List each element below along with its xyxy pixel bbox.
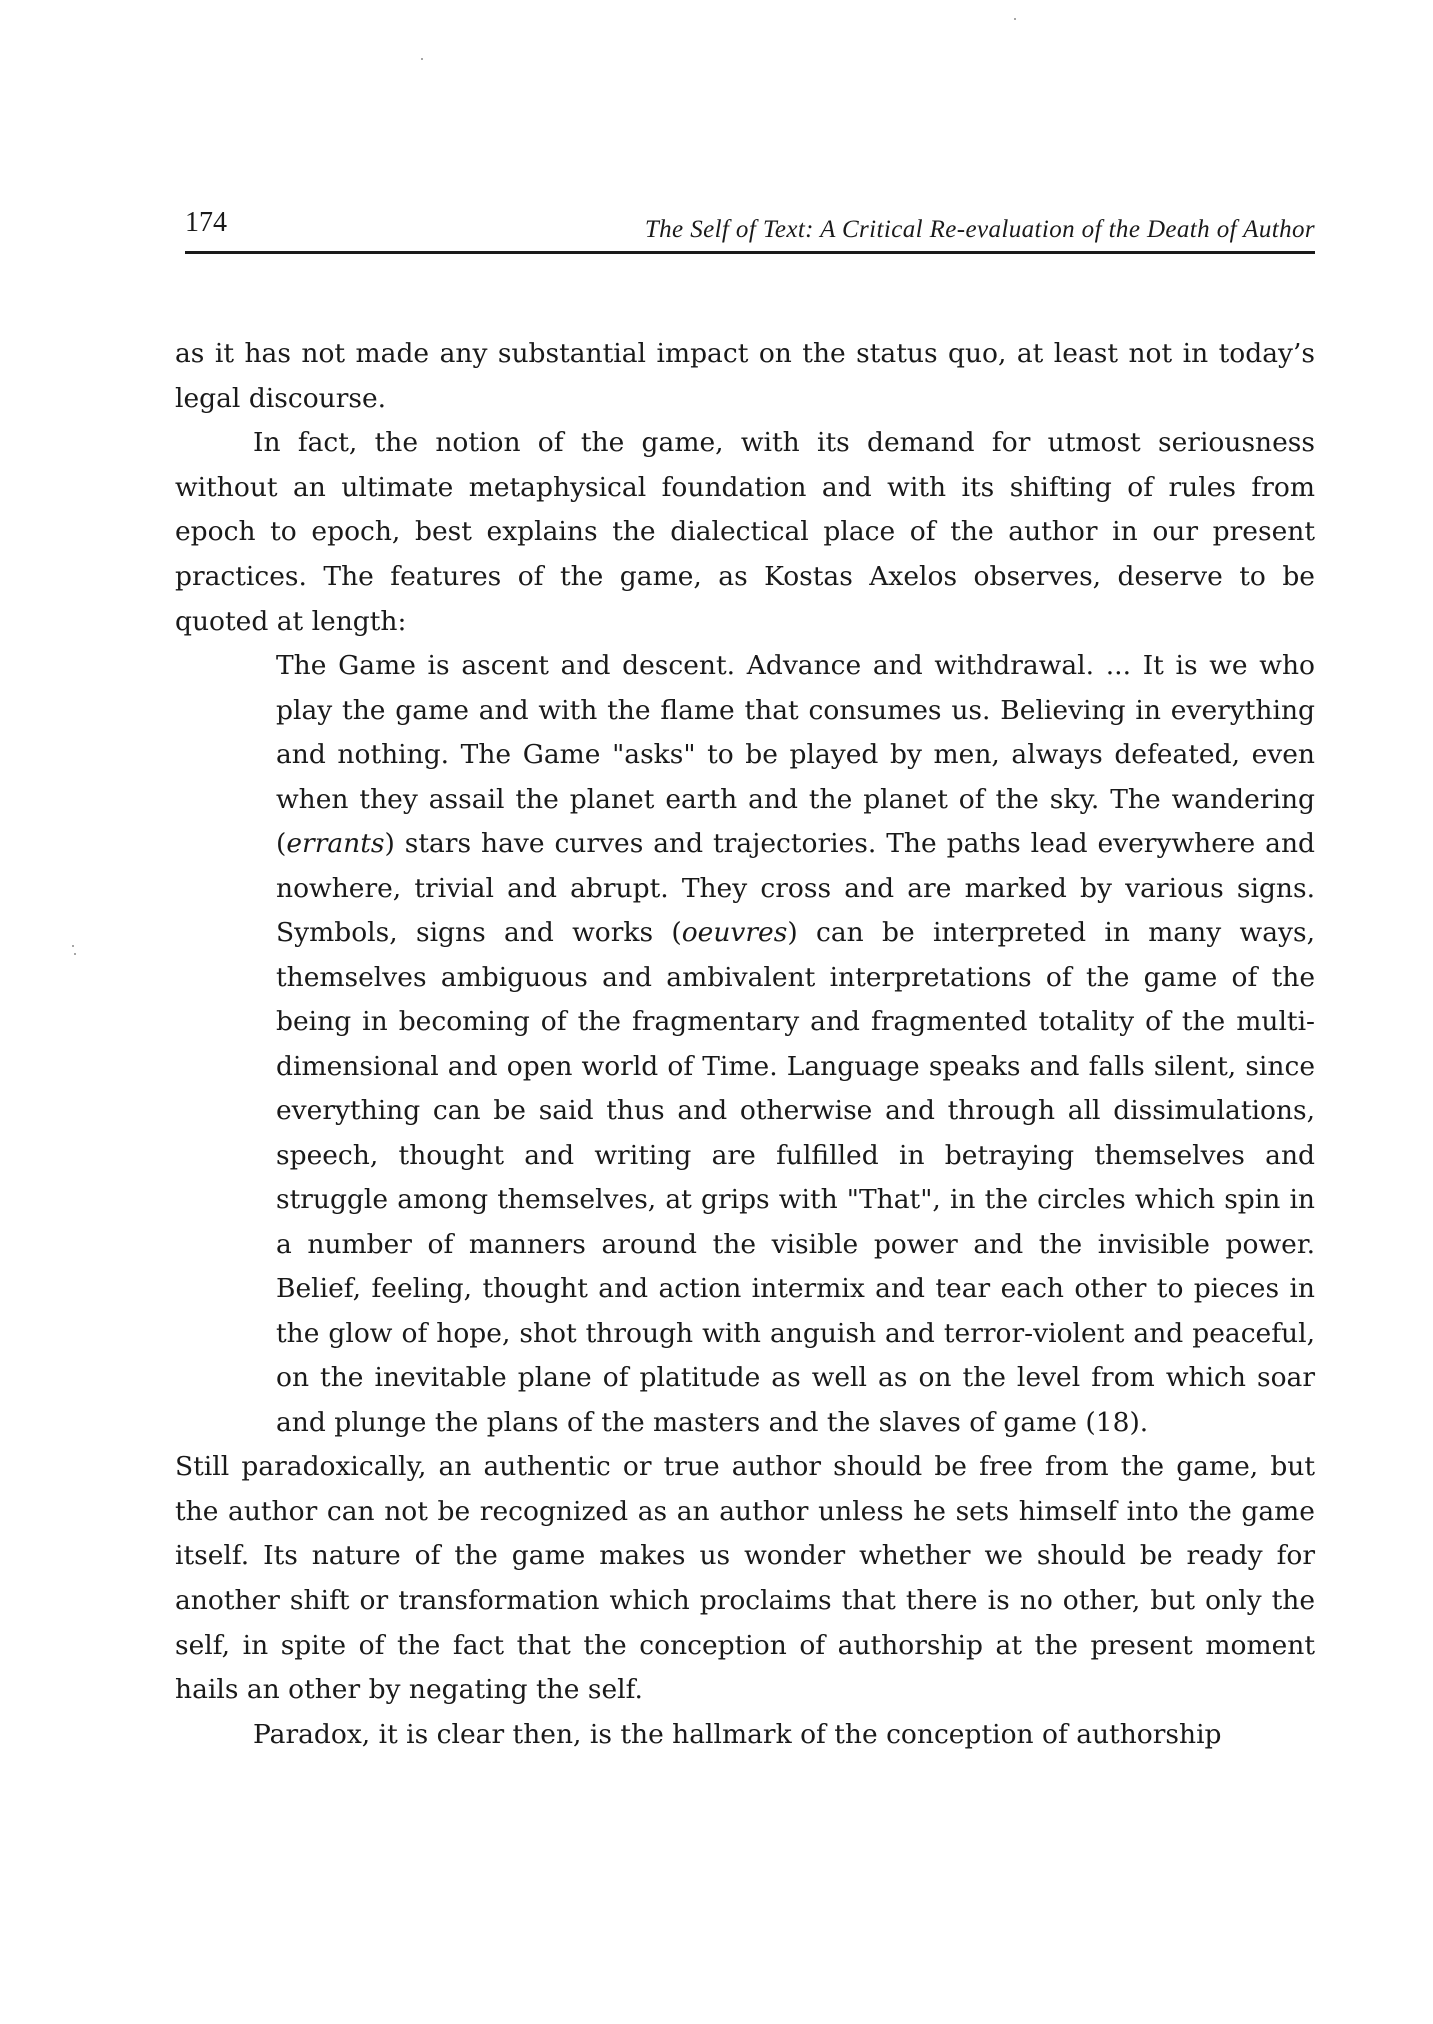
paragraph-2: In fact, the notion of the game, with its demand for utmost seriousness without an ultimate metaphysical foundation and with its shifting of rules from epoch to epoch, best explains the dialectical place of the author in our present practices. The features of the game, as Kostas Axelos observes, deserve to be quoted at length: [175, 427, 1315, 637]
running-title: The Self of Text: A Critical Re-evaluation of the Death of Author [644, 216, 1315, 243]
quote-text-2: ) stars have curves and trajectories. The paths lead everywhere and nowhere, trivial and abrupt. They cross and are marked by various signs. Symbols, signs and works ( [276, 828, 1315, 949]
page-number: 174 [185, 207, 227, 238]
scan-speck [72, 945, 74, 947]
quote-italic-oeuvres: oeuvres [681, 917, 788, 949]
block-quote [276, 644, 1315, 1445]
body-text [175, 332, 1315, 1757]
scan-speck [421, 58, 423, 60]
scan-speck [1014, 18, 1016, 20]
quote-italic-errants: errants [286, 828, 385, 860]
scan-speck [74, 953, 76, 955]
paragraph-1: as it has not made any substantial impact on the status quo, at least not in today’s legal discourse. [175, 338, 1315, 414]
paragraph-4: Paradox, it is clear then, is the hallmark of the conception of authorship [253, 1718, 1222, 1750]
header-rule [185, 251, 1315, 254]
quote-text-1: The Game is ascent and descent. Advance and withdrawal. ... It is we who play the game and with the flame that consumes us. Believing in everything and nothing. The Game "asks" to be played by men, always defeated, even when they assail the planet earth and the planet of the sky. The wandering ( [276, 650, 1315, 860]
paragraph-3: Still paradoxically, an authentic or true author should be free from the game, but the author can not be recognized as an author unless he sets himself into the game itself. Its nature of the game makes us wonder whether we should be ready for another shift or transformation which proclaims that there is no other, but only the self, in spite of the fact that the conception of authorship at the present moment hails an other by negating the self. [175, 1451, 1315, 1706]
running-head [185, 205, 1315, 255]
quote-text-3: ) can be interpreted in many ways, themselves ambiguous and ambivalent interpretations of the game of the being in becoming of the fragmentary and fragmented totality of the multi-dimensional and open world of Time. Language speaks and falls silent, since everything can be said thus and otherwise and through all dissimulations, speech, thought and writing are fulfilled in betraying themselves and struggle among themselves, at grips with "That", in the circles which spin in a number of manners around the visible power and the invisible power. Belief, feeling, thought and action intermix and tear each other to pieces in the glow of hope, shot through with anguish and terror-violent and peaceful, on the inevitable plane of platitude as well as on the level from which soar and plunge the plans of the masters and the slaves of game (18). [276, 917, 1315, 1438]
